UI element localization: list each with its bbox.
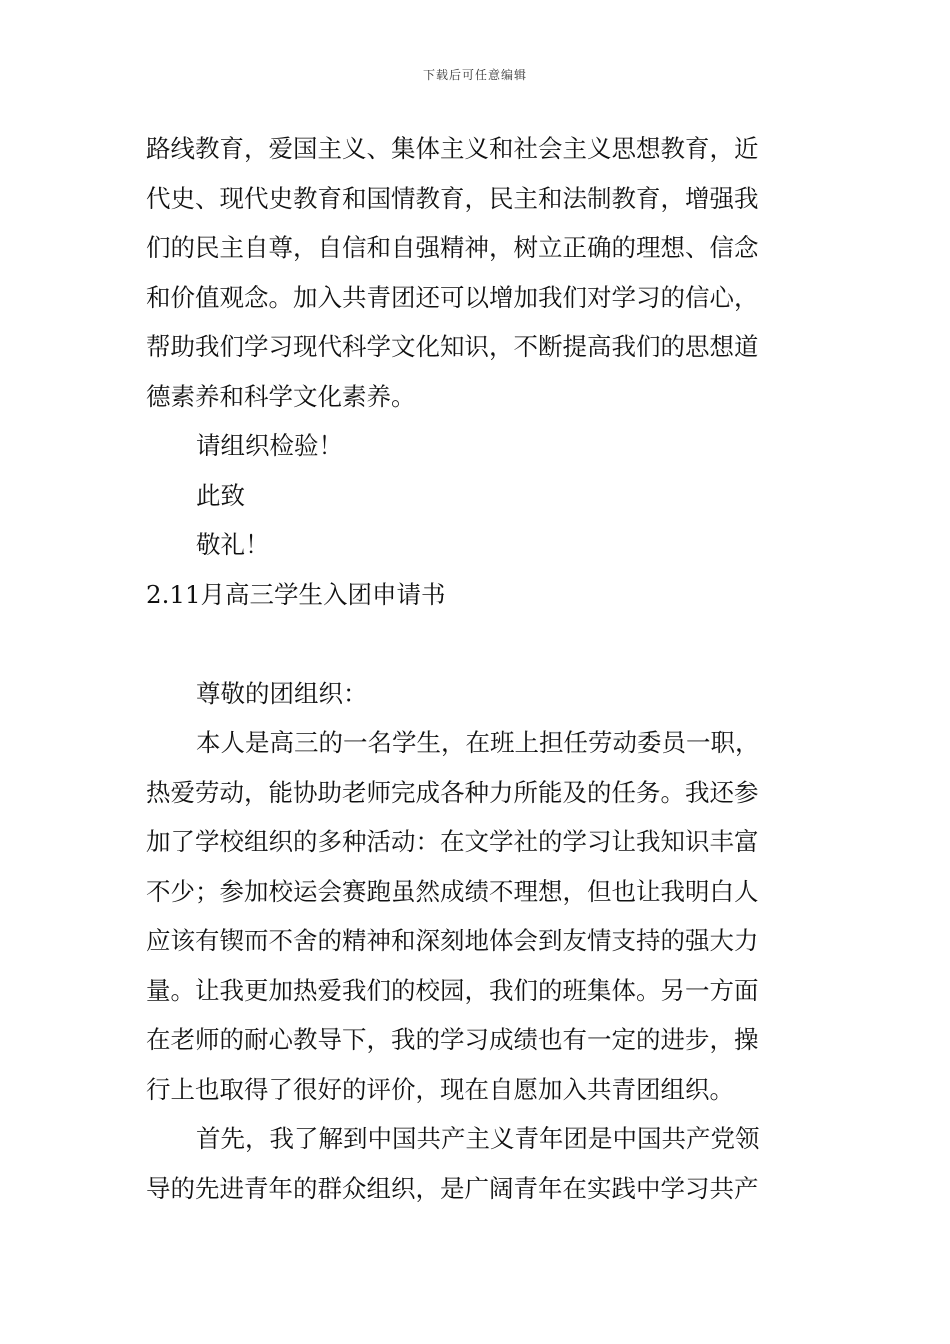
paragraph-line: 不少；参加校运会赛跑虽然成绩不理想，但也让我明白人 bbox=[146, 876, 759, 906]
text-line: 和价值观念。加入共青团还可以增加我们对学习的信心， bbox=[146, 282, 759, 312]
paragraph-line: 首先，我了解到中国共产主义青年团是中国共产党领 bbox=[196, 1124, 760, 1153]
paragraph-line: 导的先进青年的群众组织，是广阔青年在实践中学习共产 bbox=[146, 1173, 759, 1203]
paragraph-line: 量。让我更加热爱我们的校园，我们的班集体。另一方面 bbox=[146, 975, 759, 1005]
text-line: 德素养和科学文化素养。 bbox=[146, 381, 416, 411]
paragraph-line: 行上也取得了很好的评价，现在自愿加入共青团组织。 bbox=[146, 1074, 734, 1104]
section-title: 2.11月高三学生入团申请书 bbox=[146, 579, 446, 609]
blank-spacer bbox=[146, 619, 810, 669]
paragraph-line: 加了学校组织的多种活动：在文学社的学习让我知识丰富 bbox=[146, 827, 759, 856]
greeting: 尊敬的团组织： bbox=[196, 678, 368, 708]
paragraph-line: 在老师的耐心教导下，我的学习成绩也有一定的进步，操 bbox=[146, 1025, 759, 1054]
closing-salute: 此致 bbox=[196, 480, 245, 510]
text-line: 代史、现代史教育和国情教育，民主和法制教育，增强我 bbox=[146, 183, 759, 213]
paragraph-line: 热爱劳动，能协助老师完成各种力所能及的任务。我还参 bbox=[146, 777, 759, 807]
text-line: 帮助我们学习现代科学文化知识，不断提高我们的思想道 bbox=[146, 332, 759, 361]
paragraph-line: 应该有锲而不舍的精神和深刻地体会到友情支持的强大力 bbox=[146, 926, 759, 955]
document-body bbox=[146, 124, 810, 1213]
paragraph-line: 本人是高三的一名学生，在班上担任劳动委员一职， bbox=[196, 728, 760, 757]
closing-request: 请组织检验！ bbox=[196, 431, 343, 460]
page-header-note: 下载后可任意编辑 bbox=[422, 68, 527, 82]
text-line: 们的民主自尊，自信和自强精神，树立正确的理想、信念 bbox=[146, 233, 759, 262]
closing-salute-regards: 敬礼！ bbox=[196, 530, 270, 559]
text-line: 路线教育，爱国主义、集体主义和社会主义思想教育，近 bbox=[146, 134, 759, 163]
